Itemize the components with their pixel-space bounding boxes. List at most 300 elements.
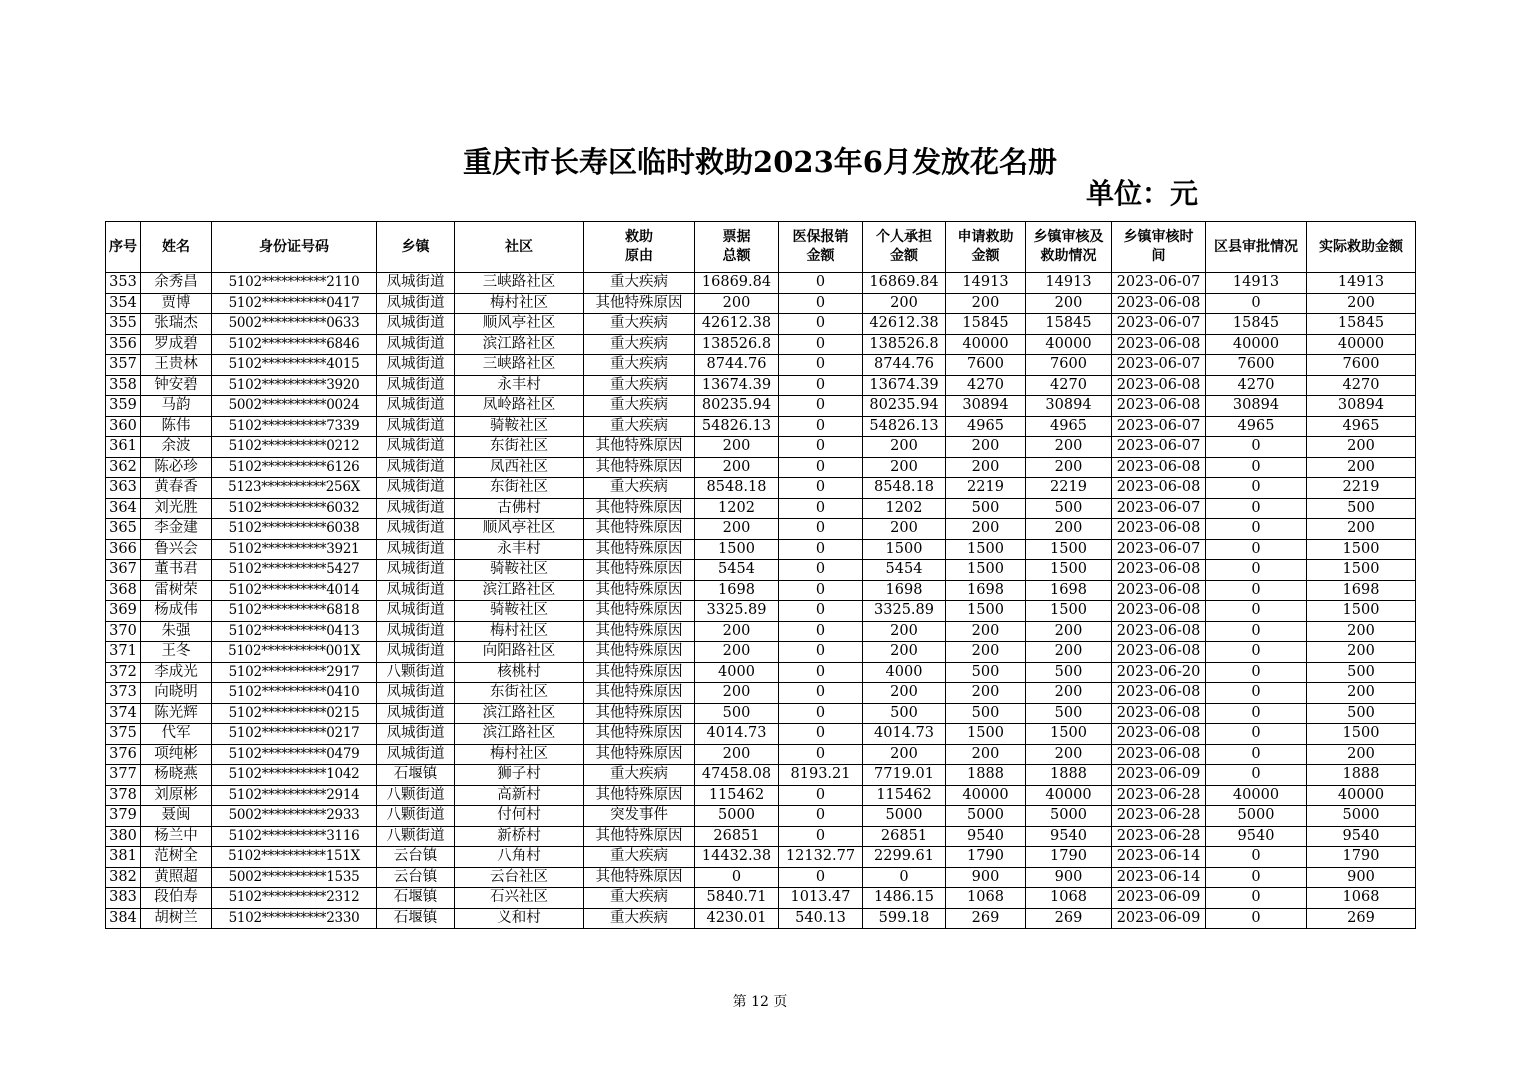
cell-requested-amount: 2219 (946, 478, 1026, 499)
table-row (106, 334, 1416, 355)
cell-id-number: 5102**********5427 (212, 560, 377, 581)
cell-bill-total: 26851 (695, 826, 779, 847)
cell-reason: 重大疾病 (584, 888, 695, 909)
cell-county-approval: 0 (1206, 724, 1307, 745)
cell-requested-amount: 500 (946, 703, 1026, 724)
cell-county-approval: 0 (1206, 703, 1307, 724)
cell-town-review: 1500 (1026, 560, 1112, 581)
cell-town-review: 200 (1026, 621, 1112, 642)
cell-requested-amount: 14913 (946, 273, 1026, 294)
cell-town: 石堰镇 (377, 888, 455, 909)
table-row (106, 416, 1416, 437)
header-text: 实际救助金额 (1319, 238, 1403, 255)
cell-name: 陈光辉 (141, 703, 212, 724)
cell-personal-amount: 5454 (863, 560, 946, 581)
cell-town-review: 500 (1026, 703, 1112, 724)
cell-town: 石堰镇 (377, 908, 455, 929)
cell-name: 鲁兴会 (141, 539, 212, 560)
cell-actual-amount: 40000 (1307, 785, 1416, 806)
cell-insurance-amount: 0 (779, 662, 863, 683)
cell-name: 李金建 (141, 519, 212, 540)
cell-town: 凤城街道 (377, 416, 455, 437)
cell-requested-amount: 200 (946, 293, 1026, 314)
cell-reason: 重大疾病 (584, 314, 695, 335)
cell-requested-amount: 500 (946, 498, 1026, 519)
cell-name: 贾博 (141, 293, 212, 314)
cell-personal-amount: 500 (863, 703, 946, 724)
cell-insurance-amount: 0 (779, 498, 863, 519)
cell-reason: 重大疾病 (584, 765, 695, 786)
cell-id-number: 5102**********6032 (212, 498, 377, 519)
cell-insurance-amount: 8193.21 (779, 765, 863, 786)
cell-insurance-amount: 0 (779, 375, 863, 396)
cell-county-approval: 0 (1206, 539, 1307, 560)
cell-requested-amount: 5000 (946, 806, 1026, 827)
table-row (106, 847, 1416, 868)
cell-name: 马韵 (141, 396, 212, 417)
cell-id-number: 5102**********6126 (212, 457, 377, 478)
cell-personal-amount: 1486.15 (863, 888, 946, 909)
header-text: 姓名 (162, 238, 190, 255)
header-text: 金额 (890, 248, 918, 264)
cell-town: 凤城街道 (377, 601, 455, 622)
cell-reason: 其他特殊原因 (584, 662, 695, 683)
cell-requested-amount: 30894 (946, 396, 1026, 417)
cell-community: 东街社区 (455, 478, 584, 499)
cell-name: 钟安碧 (141, 375, 212, 396)
cell-insurance-amount: 540.13 (779, 908, 863, 929)
table-row (106, 355, 1416, 376)
header-text: 金额 (806, 248, 835, 264)
cell-community: 狮子村 (455, 765, 584, 786)
cell-reason: 重大疾病 (584, 478, 695, 499)
cell-review-date: 2023-06-08 (1112, 621, 1206, 642)
cell-county-approval: 0 (1206, 519, 1307, 540)
cell-requested-amount: 1500 (946, 560, 1026, 581)
cell-personal-amount: 8548.18 (863, 478, 946, 499)
cell-personal-amount: 7719.01 (863, 765, 946, 786)
cell-county-approval: 0 (1206, 642, 1307, 663)
cell-index: 362 (106, 457, 141, 478)
cell-index: 382 (106, 867, 141, 888)
col-header-county-approval (1206, 222, 1307, 273)
cell-actual-amount: 9540 (1307, 826, 1416, 847)
cell-community: 顺风亭社区 (455, 314, 584, 335)
header-text: 乡镇审核时 (1123, 229, 1194, 245)
cell-actual-amount: 7600 (1307, 355, 1416, 376)
cell-name: 董书君 (141, 560, 212, 581)
cell-insurance-amount: 0 (779, 826, 863, 847)
cell-personal-amount: 8744.76 (863, 355, 946, 376)
header-text: 申请救助 (957, 229, 1014, 245)
cell-actual-amount: 1698 (1307, 580, 1416, 601)
cell-county-approval: 0 (1206, 478, 1307, 499)
cell-name: 王冬 (141, 642, 212, 663)
header-text: 救助情况 (1040, 248, 1097, 264)
cell-town-review: 200 (1026, 457, 1112, 478)
cell-reason: 其他特殊原因 (584, 437, 695, 458)
cell-county-approval: 0 (1206, 560, 1307, 581)
cell-town: 凤城街道 (377, 375, 455, 396)
cell-id-number: 5102**********0417 (212, 293, 377, 314)
cell-county-approval: 7600 (1206, 355, 1307, 376)
cell-personal-amount: 200 (863, 457, 946, 478)
table-row (106, 785, 1416, 806)
cell-community: 凤西社区 (455, 457, 584, 478)
table-row (106, 908, 1416, 929)
header-text: 序号 (109, 238, 137, 255)
cell-review-date: 2023-06-14 (1112, 867, 1206, 888)
cell-personal-amount: 200 (863, 642, 946, 663)
cell-name: 黄春香 (141, 478, 212, 499)
cell-personal-amount: 200 (863, 744, 946, 765)
cell-town: 凤城街道 (377, 703, 455, 724)
cell-county-approval: 0 (1206, 293, 1307, 314)
cell-actual-amount: 14913 (1307, 273, 1416, 294)
col-header-name (141, 222, 212, 273)
cell-town: 八颗街道 (377, 806, 455, 827)
cell-county-approval: 0 (1206, 601, 1307, 622)
cell-town-review: 5000 (1026, 806, 1112, 827)
cell-reason: 突发事件 (584, 806, 695, 827)
cell-actual-amount: 500 (1307, 703, 1416, 724)
cell-actual-amount: 1068 (1307, 888, 1416, 909)
cell-personal-amount: 115462 (863, 785, 946, 806)
cell-actual-amount: 1888 (1307, 765, 1416, 786)
col-header-community (455, 222, 584, 273)
cell-county-approval: 15845 (1206, 314, 1307, 335)
cell-personal-amount: 4000 (863, 662, 946, 683)
cell-town: 凤城街道 (377, 744, 455, 765)
cell-community: 东街社区 (455, 437, 584, 458)
cell-actual-amount: 40000 (1307, 334, 1416, 355)
cell-index: 357 (106, 355, 141, 376)
cell-id-number: 5102**********3921 (212, 539, 377, 560)
cell-community: 东街社区 (455, 683, 584, 704)
cell-name: 段伯寿 (141, 888, 212, 909)
cell-index: 374 (106, 703, 141, 724)
cell-community: 滨江路社区 (455, 334, 584, 355)
page-number: 第 12 页 (732, 994, 788, 1010)
col-header-id-number (212, 222, 377, 273)
cell-id-number: 5102**********1042 (212, 765, 377, 786)
cell-index: 381 (106, 847, 141, 868)
cell-bill-total: 5000 (695, 806, 779, 827)
cell-town: 凤城街道 (377, 273, 455, 294)
cell-insurance-amount: 0 (779, 580, 863, 601)
cell-community: 三峡路社区 (455, 355, 584, 376)
cell-town: 凤城街道 (377, 539, 455, 560)
cell-town: 凤城街道 (377, 437, 455, 458)
cell-name: 雷树荣 (141, 580, 212, 601)
cell-actual-amount: 200 (1307, 437, 1416, 458)
cell-town: 云台镇 (377, 867, 455, 888)
table-row (106, 642, 1416, 663)
cell-insurance-amount: 1013.47 (779, 888, 863, 909)
cell-requested-amount: 269 (946, 908, 1026, 929)
cell-community: 梅村社区 (455, 293, 584, 314)
cell-community: 云台社区 (455, 867, 584, 888)
cell-bill-total: 4014.73 (695, 724, 779, 745)
table-row (106, 662, 1416, 683)
cell-reason: 其他特殊原因 (584, 293, 695, 314)
cell-requested-amount: 4270 (946, 375, 1026, 396)
cell-review-date: 2023-06-28 (1112, 785, 1206, 806)
cell-personal-amount: 1500 (863, 539, 946, 560)
cell-review-date: 2023-06-07 (1112, 273, 1206, 294)
cell-review-date: 2023-06-14 (1112, 847, 1206, 868)
cell-community: 滨江路社区 (455, 703, 584, 724)
table-row (106, 867, 1416, 888)
cell-reason: 其他特殊原因 (584, 683, 695, 704)
cell-index: 369 (106, 601, 141, 622)
cell-bill-total: 200 (695, 457, 779, 478)
cell-insurance-amount: 0 (779, 806, 863, 827)
cell-reason: 其他特殊原因 (584, 826, 695, 847)
cell-county-approval: 0 (1206, 498, 1307, 519)
cell-name: 刘原彬 (141, 785, 212, 806)
cell-town: 凤城街道 (377, 683, 455, 704)
cell-review-date: 2023-06-08 (1112, 683, 1206, 704)
cell-index: 366 (106, 539, 141, 560)
cell-reason: 重大疾病 (584, 908, 695, 929)
cell-reason: 其他特殊原因 (584, 703, 695, 724)
cell-community: 骑鞍社区 (455, 601, 584, 622)
cell-bill-total: 14432.38 (695, 847, 779, 868)
table-row (106, 683, 1416, 704)
cell-county-approval: 40000 (1206, 334, 1307, 355)
cell-personal-amount: 3325.89 (863, 601, 946, 622)
cell-id-number: 5102**********2110 (212, 273, 377, 294)
cell-county-approval: 9540 (1206, 826, 1307, 847)
table-row (106, 560, 1416, 581)
cell-personal-amount: 42612.38 (863, 314, 946, 335)
cell-requested-amount: 200 (946, 683, 1026, 704)
cell-insurance-amount: 0 (779, 273, 863, 294)
cell-town-review: 4270 (1026, 375, 1112, 396)
cell-actual-amount: 200 (1307, 744, 1416, 765)
cell-requested-amount: 40000 (946, 334, 1026, 355)
cell-community: 骑鞍社区 (455, 416, 584, 437)
cell-insurance-amount: 0 (779, 724, 863, 745)
col-header-index (106, 222, 141, 273)
cell-insurance-amount: 12132.77 (779, 847, 863, 868)
cell-town-review: 200 (1026, 683, 1112, 704)
cell-town-review: 1500 (1026, 601, 1112, 622)
cell-id-number: 5102**********2330 (212, 908, 377, 929)
cell-review-date: 2023-06-08 (1112, 293, 1206, 314)
cell-reason: 其他特殊原因 (584, 621, 695, 642)
cell-review-date: 2023-06-20 (1112, 662, 1206, 683)
cell-town-review: 900 (1026, 867, 1112, 888)
cell-community: 石兴社区 (455, 888, 584, 909)
cell-town-review: 40000 (1026, 785, 1112, 806)
cell-town: 凤城街道 (377, 355, 455, 376)
cell-review-date: 2023-06-28 (1112, 826, 1206, 847)
cell-requested-amount: 1068 (946, 888, 1026, 909)
cell-actual-amount: 1500 (1307, 724, 1416, 745)
cell-reason: 重大疾病 (584, 334, 695, 355)
col-header-bill-total (695, 222, 779, 273)
cell-id-number: 5102**********7339 (212, 416, 377, 437)
cell-review-date: 2023-06-08 (1112, 375, 1206, 396)
cell-review-date: 2023-06-07 (1112, 314, 1206, 335)
cell-insurance-amount: 0 (779, 355, 863, 376)
cell-requested-amount: 40000 (946, 785, 1026, 806)
cell-town: 凤城街道 (377, 580, 455, 601)
cell-index: 370 (106, 621, 141, 642)
cell-insurance-amount: 0 (779, 457, 863, 478)
header-text: 救助 (625, 229, 653, 245)
unit-label: 单位：元 (1085, 177, 1198, 210)
cell-bill-total: 200 (695, 519, 779, 540)
cell-reason: 重大疾病 (584, 273, 695, 294)
cell-personal-amount: 26851 (863, 826, 946, 847)
cell-community: 凤岭路社区 (455, 396, 584, 417)
cell-bill-total: 5840.71 (695, 888, 779, 909)
cell-review-date: 2023-06-09 (1112, 765, 1206, 786)
cell-reason: 其他特殊原因 (584, 724, 695, 745)
cell-town: 凤城街道 (377, 293, 455, 314)
cell-bill-total: 1698 (695, 580, 779, 601)
cell-reason: 其他特殊原因 (584, 539, 695, 560)
cell-actual-amount: 2219 (1307, 478, 1416, 499)
cell-name: 项纯彬 (141, 744, 212, 765)
cell-town: 凤城街道 (377, 642, 455, 663)
cell-community: 三峡路社区 (455, 273, 584, 294)
cell-reason: 重大疾病 (584, 416, 695, 437)
cell-actual-amount: 1500 (1307, 539, 1416, 560)
cell-id-number: 5002**********0633 (212, 314, 377, 335)
cell-id-number: 5102**********2917 (212, 662, 377, 683)
cell-town-review: 1068 (1026, 888, 1112, 909)
table-row (106, 437, 1416, 458)
cell-county-approval: 0 (1206, 621, 1307, 642)
cell-requested-amount: 1888 (946, 765, 1026, 786)
cell-community: 新桥村 (455, 826, 584, 847)
cell-community: 义和村 (455, 908, 584, 929)
cell-index: 378 (106, 785, 141, 806)
col-header-town (377, 222, 455, 273)
cell-review-date: 2023-06-08 (1112, 601, 1206, 622)
cell-bill-total: 80235.94 (695, 396, 779, 417)
cell-review-date: 2023-06-08 (1112, 478, 1206, 499)
cell-town-review: 40000 (1026, 334, 1112, 355)
cell-personal-amount: 599.18 (863, 908, 946, 929)
header-text: 医保报销 (792, 229, 849, 245)
cell-index: 359 (106, 396, 141, 417)
cell-town: 凤城街道 (377, 498, 455, 519)
cell-personal-amount: 80235.94 (863, 396, 946, 417)
cell-id-number: 5102**********2914 (212, 785, 377, 806)
cell-review-date: 2023-06-07 (1112, 498, 1206, 519)
cell-bill-total: 5454 (695, 560, 779, 581)
cell-id-number: 5102**********2312 (212, 888, 377, 909)
cell-insurance-amount: 0 (779, 560, 863, 581)
cell-requested-amount: 1500 (946, 724, 1026, 745)
cell-town: 凤城街道 (377, 560, 455, 581)
table-row (106, 806, 1416, 827)
cell-index: 383 (106, 888, 141, 909)
cell-name: 王贵林 (141, 355, 212, 376)
header-text: 乡镇 (401, 238, 430, 255)
cell-town-review: 7600 (1026, 355, 1112, 376)
cell-county-approval: 0 (1206, 908, 1307, 929)
cell-name: 黄照超 (141, 867, 212, 888)
cell-bill-total: 8744.76 (695, 355, 779, 376)
cell-requested-amount: 1500 (946, 601, 1026, 622)
cell-bill-total: 3325.89 (695, 601, 779, 622)
cell-town-review: 200 (1026, 642, 1112, 663)
cell-index: 372 (106, 662, 141, 683)
cell-county-approval: 0 (1206, 847, 1307, 868)
cell-personal-amount: 0 (863, 867, 946, 888)
cell-town-review: 500 (1026, 662, 1112, 683)
cell-review-date: 2023-06-08 (1112, 560, 1206, 581)
cell-bill-total: 16869.84 (695, 273, 779, 294)
cell-review-date: 2023-06-08 (1112, 580, 1206, 601)
cell-bill-total: 4000 (695, 662, 779, 683)
cell-bill-total: 200 (695, 621, 779, 642)
cell-requested-amount: 900 (946, 867, 1026, 888)
cell-bill-total: 200 (695, 642, 779, 663)
table-row (106, 703, 1416, 724)
cell-actual-amount: 200 (1307, 621, 1416, 642)
cell-index: 363 (106, 478, 141, 499)
cell-name: 李成光 (141, 662, 212, 683)
cell-index: 384 (106, 908, 141, 929)
cell-index: 379 (106, 806, 141, 827)
cell-community: 滨江路社区 (455, 580, 584, 601)
cell-town-review: 15845 (1026, 314, 1112, 335)
table-row (106, 498, 1416, 519)
cell-name: 杨成伟 (141, 601, 212, 622)
cell-county-approval: 0 (1206, 765, 1307, 786)
col-header-requested-amount (946, 222, 1026, 273)
cell-town-review: 200 (1026, 293, 1112, 314)
cell-bill-total: 54826.13 (695, 416, 779, 437)
cell-town: 八颗街道 (377, 662, 455, 683)
table-row (106, 888, 1416, 909)
cell-index: 356 (106, 334, 141, 355)
cell-actual-amount: 200 (1307, 457, 1416, 478)
cell-insurance-amount: 0 (779, 314, 863, 335)
cell-actual-amount: 1790 (1307, 847, 1416, 868)
cell-reason: 其他特殊原因 (584, 744, 695, 765)
cell-reason: 其他特殊原因 (584, 519, 695, 540)
cell-requested-amount: 15845 (946, 314, 1026, 335)
cell-town-review: 1500 (1026, 539, 1112, 560)
cell-insurance-amount: 0 (779, 601, 863, 622)
cell-personal-amount: 4014.73 (863, 724, 946, 745)
cell-town-review: 200 (1026, 519, 1112, 540)
cell-county-approval: 14913 (1206, 273, 1307, 294)
cell-id-number: 5002**********2933 (212, 806, 377, 827)
cell-id-number: 5002**********0024 (212, 396, 377, 417)
cell-id-number: 5102**********0217 (212, 724, 377, 745)
cell-id-number: 5102**********3920 (212, 375, 377, 396)
cell-community: 永丰村 (455, 375, 584, 396)
cell-county-approval: 0 (1206, 457, 1307, 478)
cell-town-review: 1500 (1026, 724, 1112, 745)
cell-insurance-amount: 0 (779, 396, 863, 417)
cell-bill-total: 200 (695, 437, 779, 458)
cell-bill-total: 8548.18 (695, 478, 779, 499)
cell-town: 云台镇 (377, 847, 455, 868)
cell-community: 骑鞍社区 (455, 560, 584, 581)
cell-actual-amount: 200 (1307, 519, 1416, 540)
cell-id-number: 5102**********0410 (212, 683, 377, 704)
